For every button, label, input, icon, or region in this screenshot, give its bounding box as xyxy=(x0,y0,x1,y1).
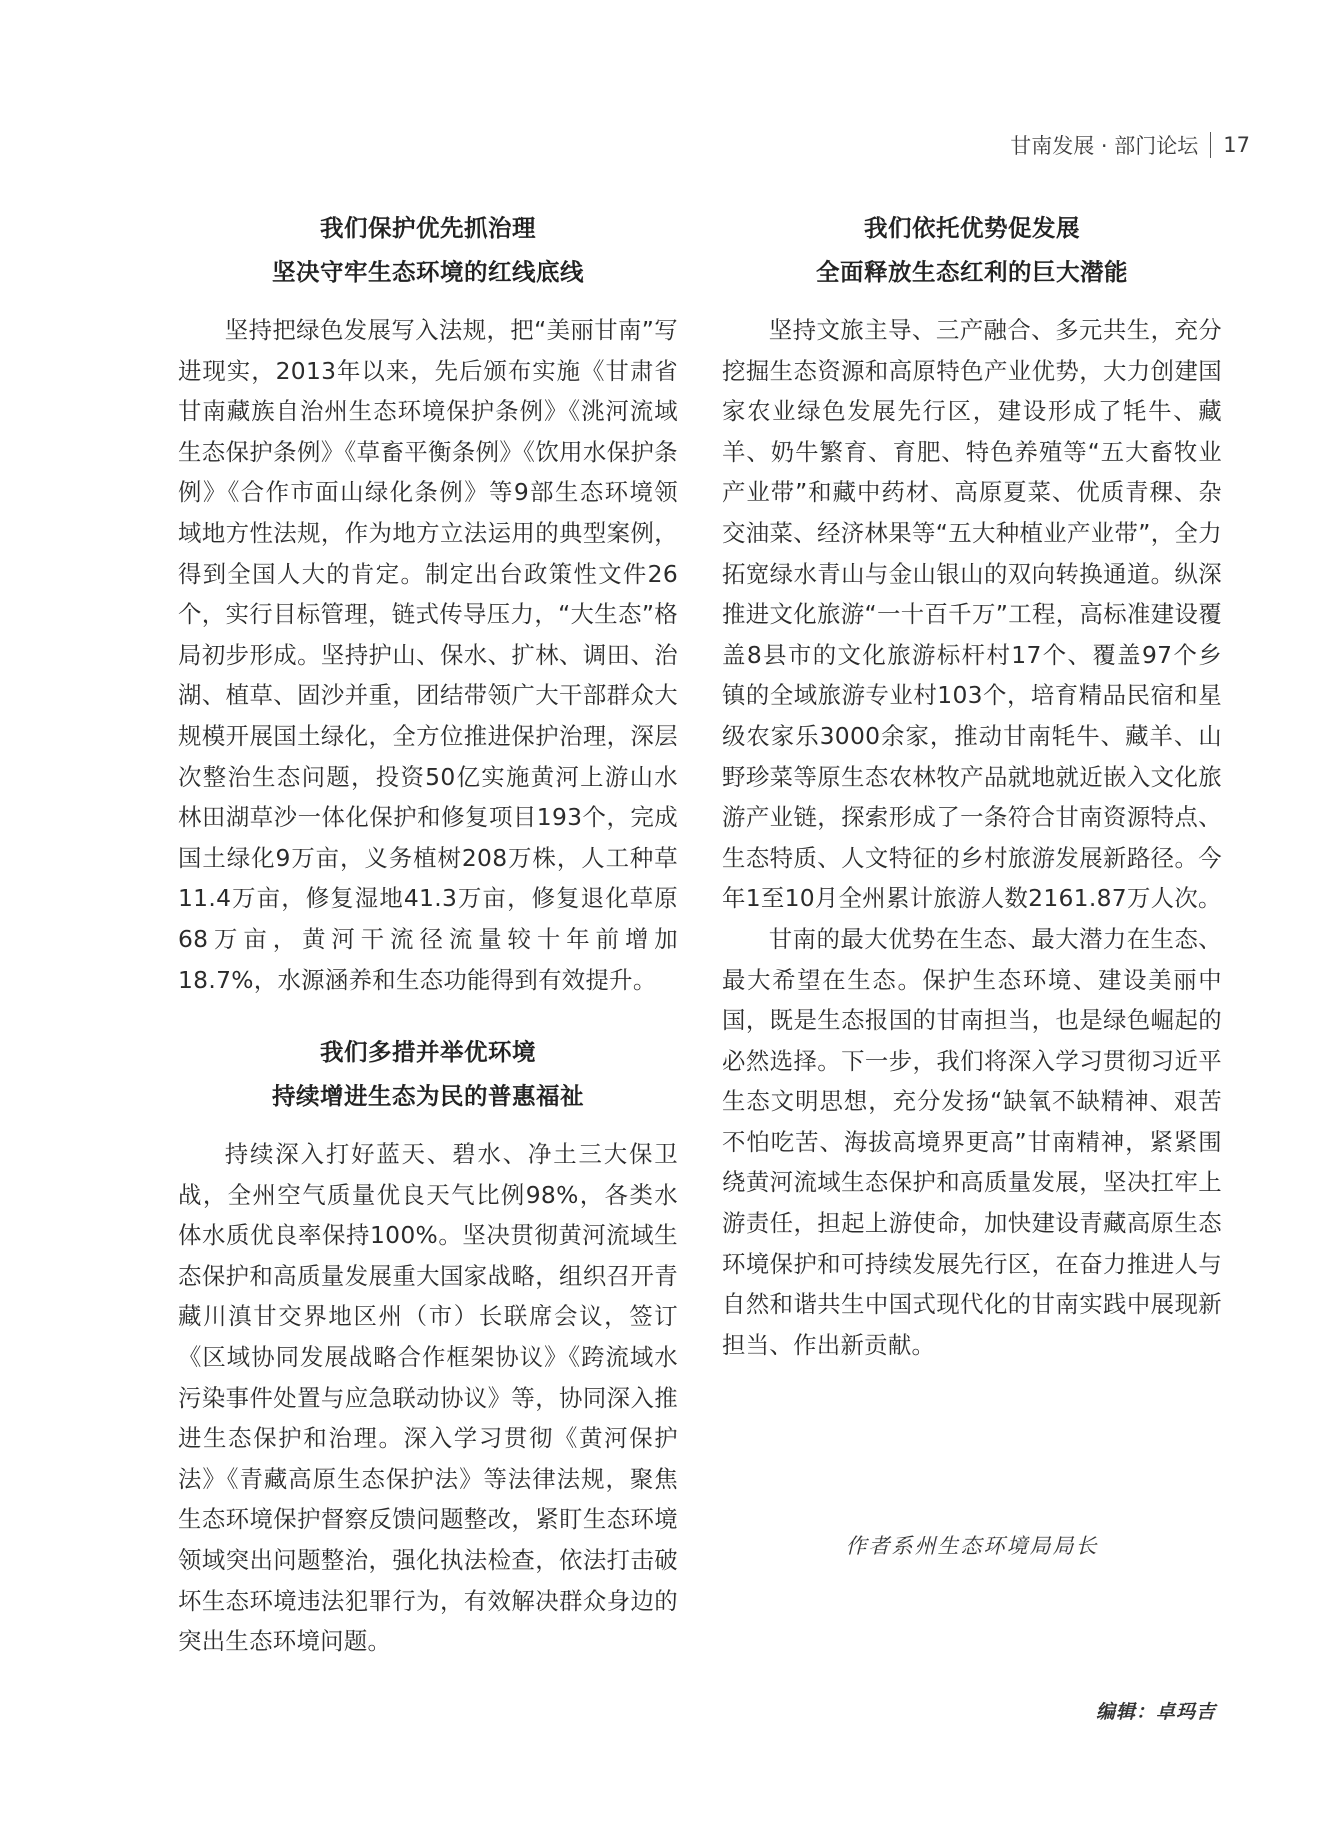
header-divider xyxy=(1210,132,1211,158)
page-header xyxy=(1010,130,1250,160)
author-byline: 作者系州生态环境局局长 xyxy=(845,1534,1099,1558)
heading-line-1: 我们依托优势促发展 xyxy=(864,214,1080,242)
heading-line-2: 全面释放生态红利的巨大潜能 xyxy=(816,258,1128,286)
heading-line-1: 我们保护优先抓治理 xyxy=(320,214,536,242)
body-paragraph: 坚持文旅主导、三产融合、多元共生，充分挖掘生态资源和高原特色产业优势，大力创建国家农业绿色发展先行区，建设形成了牦牛、藏羊、奶牛繁育、育肥、特色养殖等“五大畜牧业产业带”和藏中药材、高原夏菜、优质青稞、杂交油菜、经济林果等“五大种植业产业带”，全力拓宽绿水青山与金山银山的双向转换通道。纵深推进文化旅游“一十百千万”工程，高标准建设覆盖8县市的文化旅游标杆村17个、覆盖97个乡镇的全域旅游专业村103个，培育精品民宿和星级农家乐3000余家，推动甘南牦牛、藏羊、山野珍菜等原生态农林牧产品就地就近嵌入文化旅游产业链，探索形成了一条符合甘南资源特点、生态特质、人文特征的乡村旅游发展新路径。今年1至10月全州累计旅游人数2161.87万人次。 xyxy=(722,316,1222,913)
heading-line-2: 坚决守牢生态环境的红线底线 xyxy=(272,258,584,286)
section-heading xyxy=(722,206,1222,294)
section-heading xyxy=(178,1030,678,1118)
heading-line-2: 持续增进生态为民的普惠福祉 xyxy=(272,1082,584,1111)
left-column xyxy=(178,206,678,1662)
page-number: 17 xyxy=(1223,133,1250,157)
right-column xyxy=(722,206,1222,1365)
body-paragraph: 坚持把绿色发展写入法规，把“美丽甘南”写进现实，2013年以来，先后颁布实施《甘肃省甘南藏族自治州生态环境保护条例》《洮河流域生态保护条例》《草畜平衡条例》《饮用水保护条例》《合作市面山绿化条例》等9部生态环境领域地方性法规，作为地方立法运用的典型案例，得到全国人大的肯定。制定出台政策性文件26个，实行目标管理，链式传导压力，“大生态”格局初步形成。坚持护山、保水、扩林、调田、治湖、植草、固沙并重，团结带领广大干部群众大规模开展国土绿化，全方位推进保护治理，深层次整治生态问题，投资50亿实施黄河上游山水林田湖草沙一体化保护和修复项目193个，完成国土绿化9万亩，义务植树208万株，人工种草11.4万亩，修复湿地41.3万亩，修复退化草原68万亩，黄河干流径流量较十年前增加18.7%，水源涵养和生态功能得到有效提升。 xyxy=(178,316,678,994)
column-title: 甘南发展 · 部门论坛 xyxy=(1010,134,1199,158)
heading-line-1: 我们多措并举优环境 xyxy=(320,1038,536,1067)
editor-credit: 编辑：卓玛吉 xyxy=(1095,1701,1216,1723)
section-heading xyxy=(178,206,678,294)
body-paragraph: 持续深入打好蓝天、碧水、净土三大保卫战，全州空气质量优良天气比例98%，各类水体水质优良率保持100%。坚决贯彻黄河流域生态保护和高质量发展重大国家战略，组织召开青藏川滇甘交界地区州（市）长联席会议，签订《区域协同发展战略合作框架协议》《跨流域水污染事件处置与应急联动协议》等，协同深入推进生态保护和治理。深入学习贯彻《黄河保护法》《青藏高原生态保护法》等法律法规，聚焦生态环境保护督察反馈问题整改，紧盯生态环境领域突出问题整治，强化执法检查，依法打击破坏生态环境违法犯罪行为，有效解决群众身边的突出生态环境问题。 xyxy=(178,1140,678,1656)
body-paragraph: 甘南的最大优势在生态、最大潜力在生态、最大希望在生态。保护生态环境、建设美丽中国，既是生态报国的甘南担当，也是绿色崛起的必然选择。下一步，我们将深入学习贯彻习近平生态文明思想，充分发扬“缺氧不缺精神、艰苦不怕吃苦、海拔高境界更高”甘南精神，紧紧围绕黄河流域生态保护和高质量发展，坚决扛牢上游责任，担起上游使命，加快建设青藏高原生态环境保护和可持续发展先行区，在奋力推进人与自然和谐共生中国式现代化的甘南实践中展现新担当、作出新贡献。 xyxy=(722,924,1222,1359)
